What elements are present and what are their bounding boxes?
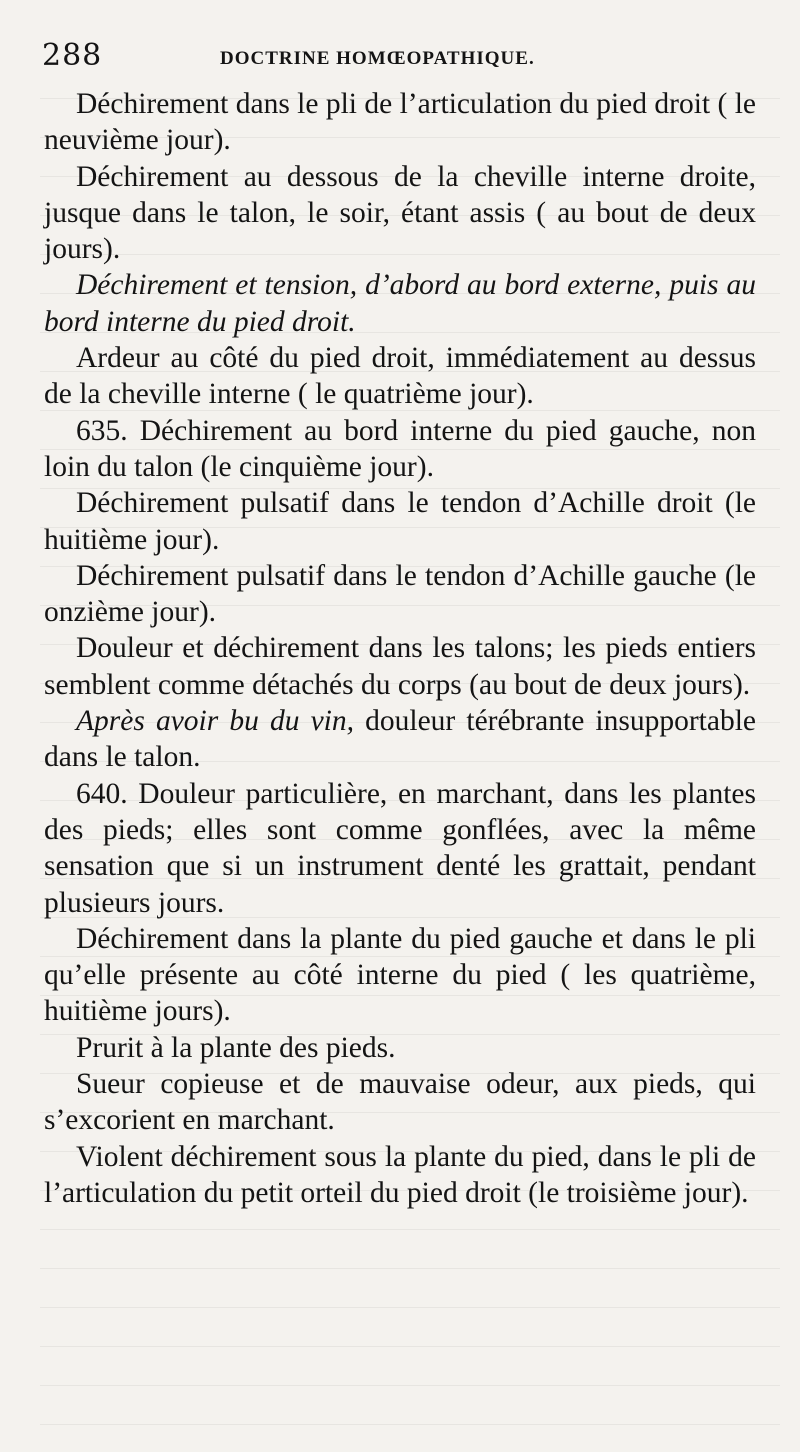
paragraph-text: Ardeur au côté du pied droit, immédiatement au dessus de la cheville interne ( le quatrième jour). bbox=[44, 342, 756, 411]
paragraph bbox=[44, 159, 756, 268]
page-header bbox=[42, 38, 758, 78]
paragraph-text: 635. Déchirement au bord interne du pied gauche, non loin du talon (le cinquième jour). bbox=[44, 414, 756, 483]
running-title: DOCTRINE HOMŒOPATHIQUE. bbox=[220, 48, 535, 69]
paragraph-text: Déchirement dans le pli de l’articulation du pied droit ( le neuvième jour). bbox=[44, 88, 756, 157]
paragraph bbox=[44, 485, 756, 558]
italic-lead: Déchirement et tension, d’abord au bord externe, puis au bord interne du pied droit. bbox=[44, 269, 756, 338]
paragraph bbox=[44, 703, 756, 776]
paragraph bbox=[44, 630, 756, 703]
paragraph-text: Sueur copieuse et de mauvaise odeur, aux pieds, qui s’excorient en marchant. bbox=[44, 1068, 756, 1137]
paragraph bbox=[44, 1139, 756, 1212]
paragraph bbox=[44, 558, 756, 631]
paragraph bbox=[44, 267, 756, 340]
paragraph-text: 640. Douleur particulière, en marchant, dans les plantes des pieds; elles sont comme gonflées, avec la même sensation que si un instrument denté les grattait, pendant plusieurs jours. bbox=[44, 777, 756, 919]
paragraph bbox=[44, 1030, 756, 1066]
paragraph-text: douleur térébrante insupportable dans le talon. bbox=[44, 705, 756, 774]
paragraph bbox=[44, 86, 756, 159]
paragraph bbox=[44, 413, 756, 486]
page-number: 288 bbox=[42, 38, 103, 73]
paragraph-text: Violent déchirement sous la plante du pied, dans le pli de l’articulation du petit orteil du pied droit (le troisième jour). bbox=[44, 1140, 756, 1209]
paragraph-text: Déchirement dans la plante du pied gauche et dans le pli qu’elle présente au côté interne du pied ( les quatrième, huitième jours). bbox=[44, 922, 756, 1028]
italic-lead: Après avoir bu du vin, bbox=[76, 705, 355, 738]
paragraph-text: Déchirement pulsatif dans le tendon d’Achille gauche (le onzième jour). bbox=[44, 559, 756, 629]
paragraph bbox=[44, 921, 756, 1030]
paragraph-text: Douleur et déchirement dans les talons; les pieds entiers semblent comme détachés du corps (au bout de deux jours). bbox=[44, 632, 756, 701]
paragraph bbox=[44, 776, 756, 921]
paragraph-text: Prurit à la plante des pieds. bbox=[76, 1031, 396, 1064]
paragraph-text: Déchirement au dessous de la cheville interne droite, jusque dans le talon, le soir, étant assis ( au bout de deux jours). bbox=[44, 160, 756, 266]
paragraph bbox=[44, 340, 756, 413]
paragraph bbox=[44, 1066, 756, 1139]
paragraph-text: Déchirement pulsatif dans le tendon d’Achille droit (le huitième jour). bbox=[44, 487, 756, 556]
body-text bbox=[44, 86, 756, 1211]
